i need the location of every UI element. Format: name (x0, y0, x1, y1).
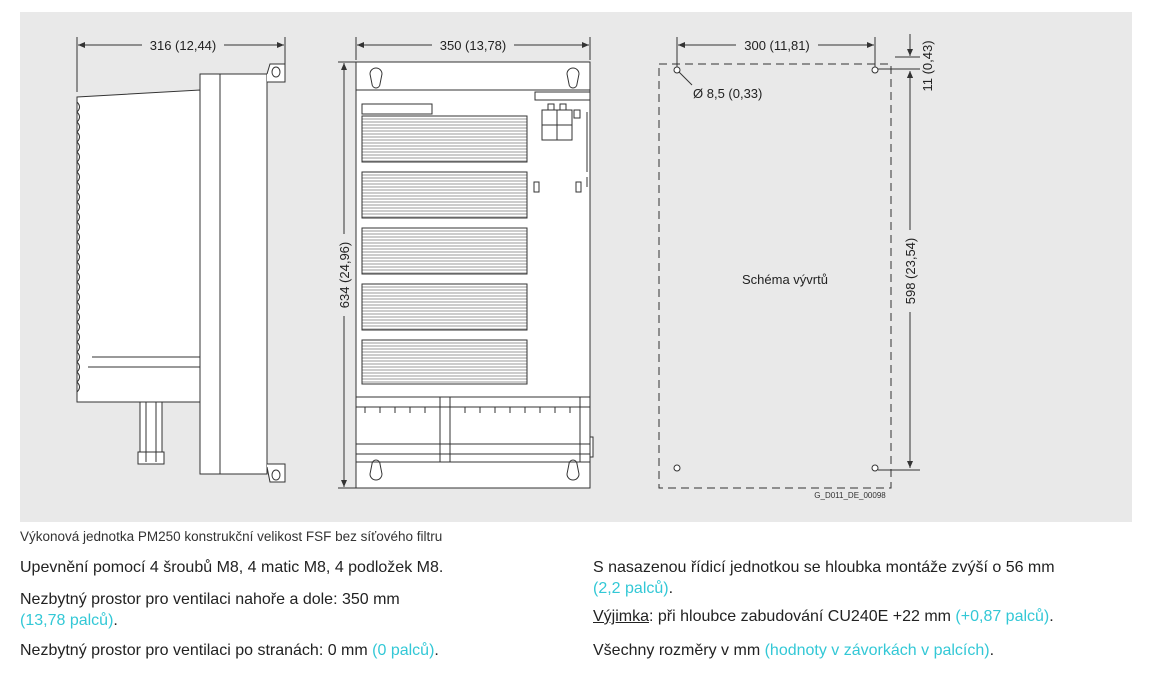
hole-bottom-right (872, 465, 878, 471)
left-text-3 (20, 640, 439, 661)
heatsink-fins (362, 116, 527, 384)
exception-word: Výjimka (593, 608, 650, 625)
units-inch: (hodnoty v závorkách v palcích) (764, 642, 990, 659)
left-text-2 (20, 589, 560, 631)
hole-height-label: 598 (23,54) (903, 237, 918, 305)
front-height-label: 634 (24,96) (337, 241, 352, 309)
units-end: . (989, 642, 995, 659)
right-text-2 (593, 606, 1054, 627)
right-text-1 (593, 557, 1138, 599)
front-width-label: 350 (13,78) (439, 38, 507, 53)
exception-text: : při hloubce zabudování CU240E +22 mm (649, 608, 956, 625)
depth-text: S nasazenou řídicí jednotkou se hloubka montáže zvýší o 56 mm (593, 559, 1055, 576)
vent-sides-text: Nezbytný prostor pro ventilaci po stranách: 0 mm (20, 642, 373, 659)
mounting-text: Upevnění pomocí 4 šroubů M8, 4 matic M8, 4 podložek M8. (20, 559, 444, 576)
right-text-3 (593, 640, 994, 661)
drilling-pattern (659, 37, 920, 488)
units-text: Všechny rozměry v mm (593, 642, 765, 659)
left-text-1 (20, 557, 443, 578)
hole-width-label: 300 (11,81) (744, 38, 810, 53)
hole-top-right (872, 67, 878, 73)
vent-sides-inch: (0 palců) (372, 642, 435, 659)
depth-inch: (2,2 palců) (593, 580, 669, 597)
figure-caption: Výkonová jednotka PM250 konstrukční velikost FSF bez síťového filtru (20, 529, 443, 544)
exception-inch: (+0,87 palců) (955, 608, 1050, 625)
vent-sides-end: . (434, 642, 439, 659)
exception-end: . (1049, 608, 1054, 625)
vent-top-bottom-inch: (13,78 palců) (20, 612, 114, 629)
vent-top-bottom-end: . (113, 612, 118, 629)
hole-diameter-label: Ø 8,5 (0,33) (693, 86, 763, 101)
side-view (77, 37, 285, 482)
drilling-pattern-label: Schéma vývrtů (742, 272, 828, 287)
hole-top-label: 11 (0,43) (920, 40, 935, 92)
vent-top-bottom-text: Nezbytný prostor pro ventilaci nahoře a dole: 350 mm (20, 591, 400, 608)
drawing-id: G_D011_DE_00098 (814, 491, 886, 500)
fin-block (362, 340, 527, 384)
side-width-label: 316 (12,44) (149, 38, 217, 53)
dimension-drawing (20, 12, 1132, 522)
drawing-svg (20, 12, 1132, 522)
depth-end: . (668, 580, 674, 597)
hole-bottom-left (674, 465, 680, 471)
